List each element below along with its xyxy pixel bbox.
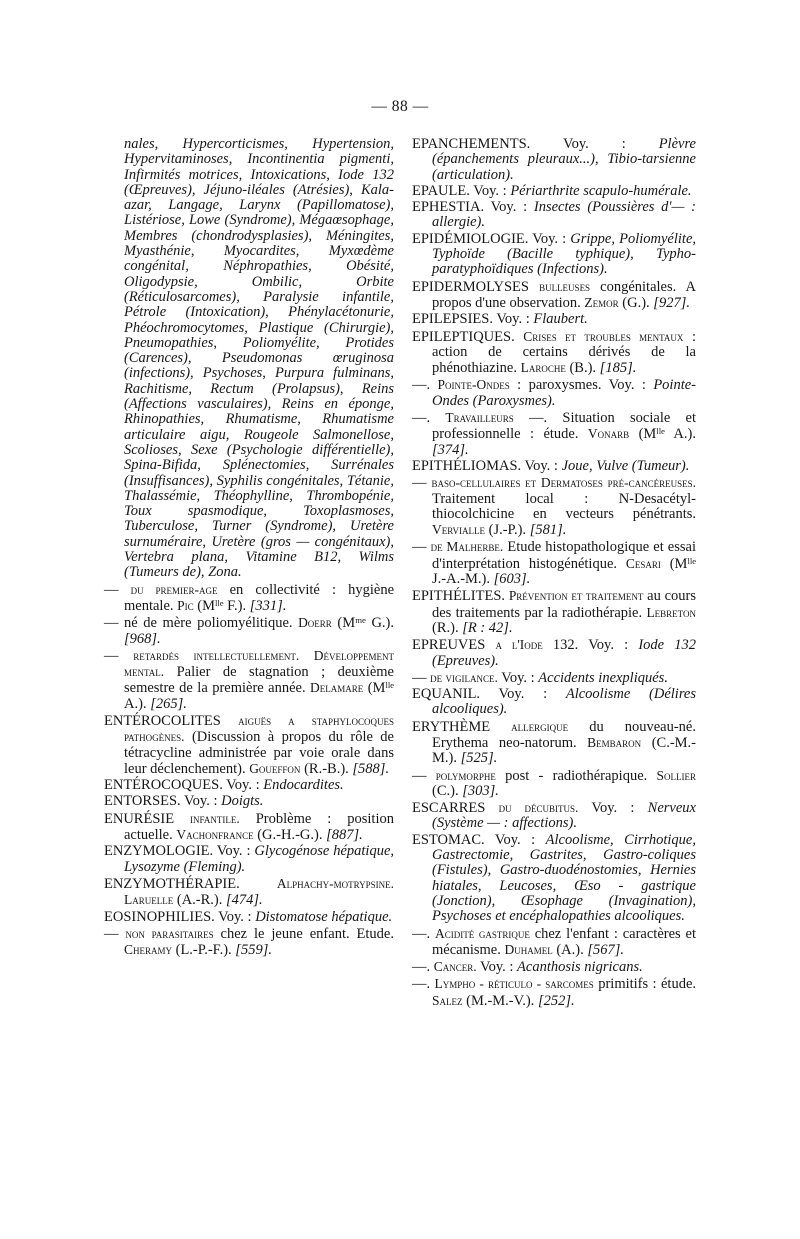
entry-text: (Mˡˡᵉ J.-A.-M.). bbox=[432, 555, 696, 588]
entry-reference: [265]. bbox=[150, 695, 187, 712]
entry-smallcaps: Acidité gastrique bbox=[435, 925, 530, 941]
entry-reference: Acanthosis nigricans. bbox=[517, 959, 643, 976]
entry-text: — bbox=[412, 767, 436, 784]
entry-text: —. bbox=[412, 410, 446, 427]
entry-text: — bbox=[412, 475, 432, 492]
entry-text: ENZYMOTHÉRAPIE. bbox=[104, 875, 277, 892]
index-entry bbox=[104, 876, 394, 909]
entry-smallcaps: Prévention et traitement bbox=[508, 588, 644, 604]
entry-reference: Insectes (Poussières d'— : allergie). bbox=[432, 199, 696, 231]
index-subentry bbox=[412, 959, 696, 975]
entry-text: chez le jeune enfant. Etude. bbox=[213, 925, 394, 942]
entry-text: du nouveau-né. Erythema neo-natorum. bbox=[432, 718, 696, 751]
index-subentry bbox=[104, 926, 394, 959]
entry-text: —. bbox=[412, 377, 438, 394]
index-entry bbox=[412, 312, 696, 327]
index-entry bbox=[104, 713, 394, 777]
index-entry bbox=[412, 687, 696, 718]
entry-text: ERYTHÈME bbox=[412, 718, 512, 735]
entry-text: — bbox=[104, 581, 131, 598]
entry-smallcaps: polymorphe bbox=[435, 767, 496, 783]
entry-text: (M.-M.-V.). bbox=[462, 992, 538, 1009]
index-entry bbox=[412, 279, 696, 312]
entry-smallcaps: de vigilance. bbox=[430, 669, 498, 685]
entry-reference: Alcoolisme, Cirrhotique, Gastrectomie, Gastrites, Gastro-coliques (Fistules), Gastro-duodénostomies, Hernies hiatales, Leucoses, Œso - gastrique (Jonction), Œsophage (Invagination), Psychoses et encéphalopathies alcooliques. bbox=[432, 831, 696, 925]
entry-text: (A.). bbox=[552, 941, 588, 958]
entry-reference: [R : 42]. bbox=[462, 619, 513, 636]
entry-text: ENURÉSIE bbox=[104, 810, 191, 827]
entry-text: Voy. : bbox=[476, 959, 518, 976]
entry-text: (C.-M.-M.). bbox=[432, 734, 696, 767]
entry-reference: [887]. bbox=[326, 827, 363, 844]
index-subentry bbox=[412, 377, 696, 409]
entry-text: (Mˡˡᵉ A.). bbox=[124, 680, 394, 712]
entry-text: (Mᵐᵉ G.). bbox=[331, 615, 394, 632]
entry-text: ESTOMAC. Voy. : bbox=[412, 831, 546, 848]
entry-reference: Périarthrite scapulo-humérale. bbox=[510, 182, 692, 199]
entry-text: (Mˡˡᵉ A.). bbox=[629, 426, 696, 443]
entry-reference: nales, Hypercorticismes, Hypertension, Hypervitaminoses, Incontinentia pigmenti, Infirmités motrices, Intoxications, Iode 132 (Œpreuves), Jéjuno-iléales (Atrésies), Kala-azar, Langage, Larynx (Papillomatose), Listériose, Lowe (Syndrome), Mégaœsophage, Membres (chondrodysplasies), Méningites, Myasthénie, Myocardites, Myxœdème congénital, Néphropathies, Obésité, Oligodypsie, Ombilic, Orbite (Réticulosarcomes), Paralysie infantile, Pétrole (Intoxication), Phénylacétonurie, Phéochromocytomes, Plastique (Chirurgie), Pneumopathies, Poliomyélite, Protides (Carences), Pseudomonas œruginosa (infections), Psychoses, Purpura fulminans, Rachitisme, Rectum (Prolapsus), Reins (Affections vasculaires), Reins en éponge, Rhinopathies, Rhumatisme, Rhumatisme articulaire aigu, Rougeole Salmonellose, Scolioses, Sexe (Psychologie différentielle), Spina-Bifida, Splénectomies, Surrénales (Insuffisances), Syphilis congénitales, Tétanie, Thalassémie, Théophylline, Thrombopénie, Toux spasmodique, Toxoplasmoses, Tuberculose, Turner (Syndrome), Uretère surnuméraire, Uretère (gros — congénitaux), Vertebra plana, Vitamine B12, Wilms (Tumeurs de), Zona. bbox=[124, 136, 394, 581]
left-column bbox=[104, 137, 394, 959]
entry-reference: [559]. bbox=[235, 942, 272, 959]
entry-smallcaps: Lebreton bbox=[646, 604, 696, 620]
entry-text: chez l'enfant : caractères et mécanisme. bbox=[432, 925, 696, 958]
entry-text: primitifs : étude. bbox=[593, 976, 697, 993]
entry-smallcaps: du décubitus. bbox=[498, 800, 579, 816]
entry-reference: Flaubert. bbox=[533, 311, 588, 328]
page-number: — 88 — bbox=[371, 98, 429, 115]
entry-reference: Pointe-Ondes (Paroxysmes). bbox=[432, 377, 696, 409]
entry-reference: Accidents inexpliqués. bbox=[538, 669, 668, 686]
entry-reference: Endocardites. bbox=[263, 777, 344, 794]
entry-text: (C.). bbox=[432, 782, 463, 799]
entry-smallcaps: Salez bbox=[432, 992, 463, 1008]
index-entry bbox=[412, 200, 696, 231]
entry-text: EPANCHEMENTS. Voy. : bbox=[412, 136, 659, 152]
index-subentry bbox=[412, 976, 696, 1009]
entry-smallcaps: Delamare bbox=[310, 680, 364, 696]
index-entry bbox=[412, 459, 696, 474]
entry-reference: Grippe, Poliomyélite, Typhoïde (Bacille typhique), Typho-paratyphoïdiques (Infections). bbox=[432, 230, 697, 278]
entry-smallcaps: infantile. bbox=[190, 810, 240, 826]
right-column bbox=[412, 137, 696, 1010]
entry-smallcaps: Alphachy-motrypsine. Laruelle bbox=[124, 875, 394, 908]
entry-reference: [185]. bbox=[599, 360, 637, 377]
entry-text: : paroxysmes. Voy. : bbox=[509, 377, 654, 394]
entry-text: ENTÉROCOLITES bbox=[104, 712, 239, 729]
entry-smallcaps: non parasitaires bbox=[125, 925, 214, 941]
entry-reference: [374]. bbox=[432, 441, 469, 458]
entry-text: EPITHÉLITES. bbox=[412, 588, 509, 605]
index-subentry bbox=[412, 926, 696, 959]
index-entry bbox=[412, 232, 696, 278]
index-entry bbox=[412, 137, 696, 183]
entry-reference: Alcoolisme (Délires alcooliques). bbox=[432, 686, 697, 718]
index-entry bbox=[412, 184, 696, 199]
entry-smallcaps: baso-cellulaires et Dermatoses pré-cancéreuses. bbox=[431, 475, 697, 491]
entry-reference: Nerveux (Système — : affections). bbox=[432, 800, 696, 832]
entry-text: 132. Voy. : bbox=[542, 637, 639, 654]
entry-smallcaps: Zemor bbox=[584, 294, 619, 310]
entry-text: Etude histopathologique et essai d'interprétation histogénétique. bbox=[432, 539, 696, 572]
entry-smallcaps: du premier-age bbox=[130, 581, 218, 597]
entry-text: — bbox=[412, 669, 431, 686]
index-entry bbox=[412, 833, 696, 925]
entry-smallcaps: Bembaron bbox=[587, 734, 642, 750]
index-subentry bbox=[412, 670, 696, 686]
entry-text: (J.-P.). bbox=[485, 522, 530, 539]
entry-text: EOSINOPHILIES. Voy. : bbox=[104, 908, 256, 925]
entry-text: ENZYMOLOGIE. Voy. : bbox=[104, 843, 255, 860]
index-entry bbox=[104, 844, 394, 875]
entry-reference: [603]. bbox=[493, 571, 531, 588]
entry-smallcaps: Duhamel bbox=[504, 941, 553, 957]
entry-text: — bbox=[412, 539, 431, 556]
entry-text: — bbox=[104, 925, 126, 942]
entry-text: —. bbox=[412, 976, 435, 993]
entry-smallcaps: Travailleurs bbox=[445, 410, 514, 426]
entry-reference: Iode 132 (Epreuves). bbox=[432, 637, 696, 669]
entry-text: au cours des traitements par la radiothérapie. bbox=[432, 588, 697, 621]
entry-reference: [303]. bbox=[462, 782, 499, 799]
entry-smallcaps: Crises et troubles mentaux bbox=[523, 328, 684, 344]
entry-text: Traitement local : N-Desacétyl-thiocolchicine en vecteurs pénétrants. bbox=[432, 490, 696, 522]
entry-text: EQUANIL. Voy. : bbox=[412, 686, 566, 703]
entry-reference: [968]. bbox=[124, 630, 161, 647]
entry-text: Voy. : bbox=[497, 669, 539, 686]
entry-text: —. Situation sociale et professionnelle : étude. bbox=[432, 410, 696, 443]
entry-text: EPAULE. Voy. : bbox=[412, 182, 511, 199]
entry-text: congénitales. A propos d'une observation. bbox=[432, 278, 696, 311]
entry-text: —. bbox=[412, 959, 434, 976]
entry-reference: [252]. bbox=[537, 992, 575, 1009]
entry-text: (R.). bbox=[432, 619, 463, 636]
entry-text: ESCARRES bbox=[412, 800, 499, 817]
entry-smallcaps: a l'Iode bbox=[495, 637, 543, 653]
entry-text: Problème : position actuelle. bbox=[124, 810, 394, 844]
entry-text: EPIDERMOLYSES bbox=[412, 278, 540, 295]
index-entry bbox=[104, 778, 394, 793]
entry-text: EPILEPSIES. Voy. : bbox=[412, 311, 534, 328]
entry-smallcaps: Laroche bbox=[520, 360, 566, 376]
entry-text: ENTORSES. Voy. : bbox=[104, 793, 222, 810]
entry-text: : action de certains dérivés de la phénothiazine. bbox=[432, 328, 697, 377]
entry-smallcaps: Pic bbox=[177, 597, 194, 613]
entry-text: — né de mère poliomyélitique. bbox=[104, 615, 299, 632]
entry-text: (L.-P.-F.). bbox=[172, 942, 236, 959]
entry-smallcaps: de Malherbe. bbox=[430, 539, 504, 555]
index-entry bbox=[412, 637, 696, 669]
entry-smallcaps: bulleuses bbox=[539, 278, 591, 294]
entry-text: EPITHÉLIOMAS. Voy. : bbox=[412, 457, 562, 474]
entry-smallcaps: aiguës a staphylocoques pathogènes. bbox=[124, 712, 394, 745]
entry-smallcaps: allergique bbox=[511, 718, 569, 734]
entry-smallcaps: Goueffon bbox=[249, 760, 301, 776]
entry-smallcaps: Pointe-Ondes bbox=[437, 377, 510, 393]
entry-reference: [525]. bbox=[460, 750, 498, 767]
index-entry bbox=[104, 137, 394, 581]
entry-text: (R.-B.). bbox=[300, 760, 353, 777]
entry-text: EPHESTIA. Voy. : bbox=[412, 199, 534, 216]
index-subentry bbox=[104, 615, 394, 647]
index-entry bbox=[104, 794, 394, 809]
entry-reference: [927]. bbox=[653, 294, 690, 311]
index-entry bbox=[104, 811, 394, 844]
entry-smallcaps: Cancer. bbox=[433, 959, 477, 975]
entry-reference: Doigts. bbox=[221, 793, 264, 810]
index-entry bbox=[412, 800, 696, 832]
entry-text: (Discussion à propos du rôle de tétracycline administrée par voie orale dans leur déclenchement). bbox=[124, 729, 394, 777]
index-subentry bbox=[104, 582, 394, 615]
entry-text: Voy. : bbox=[578, 800, 648, 817]
index-entry bbox=[412, 329, 696, 377]
entry-smallcaps: Doerr bbox=[298, 615, 332, 631]
entry-reference: Glycogénose hépatique, Lysozyme (Fleming). bbox=[124, 843, 394, 875]
entry-reference: [581]. bbox=[529, 522, 567, 539]
entry-text: EPIDÉMIOLOGIE. Voy. : bbox=[412, 230, 571, 247]
index-entry bbox=[412, 588, 696, 636]
entry-text: EPREUVES bbox=[412, 637, 496, 654]
entry-text: post - radiothérapique. bbox=[495, 767, 657, 784]
entry-smallcaps: Sollier bbox=[656, 767, 696, 783]
index-subentry bbox=[412, 410, 696, 458]
entry-reference: [588]. bbox=[352, 760, 390, 777]
entry-smallcaps: Vachonfrance bbox=[176, 827, 254, 843]
entry-text: (G.-H.-G.). bbox=[253, 827, 327, 844]
entry-smallcaps: Cesari bbox=[625, 555, 661, 571]
entry-text: Palier de stagnation ; deuxième semestre de la première année. bbox=[124, 664, 394, 697]
entry-text: —. bbox=[412, 925, 435, 942]
entry-smallcaps: retardés intellectuellement. Développement mental. bbox=[124, 647, 394, 680]
entry-text: (G.). bbox=[618, 294, 654, 311]
index-subentry bbox=[104, 648, 394, 712]
entry-text: (A.-R.). bbox=[173, 892, 226, 909]
index-entry bbox=[104, 910, 394, 925]
entry-smallcaps: Vervialle bbox=[432, 522, 485, 538]
entry-text: (B.). bbox=[565, 360, 600, 377]
index-entry bbox=[412, 719, 696, 767]
index-subentry bbox=[412, 539, 696, 587]
entry-reference: [567]. bbox=[587, 941, 625, 958]
entry-reference: [474]. bbox=[226, 892, 263, 909]
entry-reference: [331]. bbox=[249, 597, 287, 614]
index-subentry bbox=[412, 475, 696, 538]
entry-text: ENTÉROCOQUES. Voy. : bbox=[104, 777, 264, 794]
entry-text: (Mˡˡᵉ F.). bbox=[193, 597, 250, 614]
entry-text: EPILEPTIQUES. bbox=[412, 328, 524, 345]
entry-reference: Joue, Vulve (Tumeur). bbox=[561, 457, 690, 474]
entry-text: en collectivité : hygiène mentale. bbox=[124, 581, 395, 614]
entry-reference: Distomatose hépatique. bbox=[255, 908, 393, 925]
entry-smallcaps: Vonarb bbox=[587, 426, 630, 442]
entry-text: — bbox=[104, 647, 134, 664]
entry-reference: Plèvre (épanchements pleuraux...), Tibio-tarsienne (articulation). bbox=[432, 136, 696, 183]
index-subentry bbox=[412, 768, 696, 800]
entry-smallcaps: Lympho - réticulo - sarcomes bbox=[434, 976, 594, 992]
entry-smallcaps: Cheramy bbox=[124, 942, 172, 958]
